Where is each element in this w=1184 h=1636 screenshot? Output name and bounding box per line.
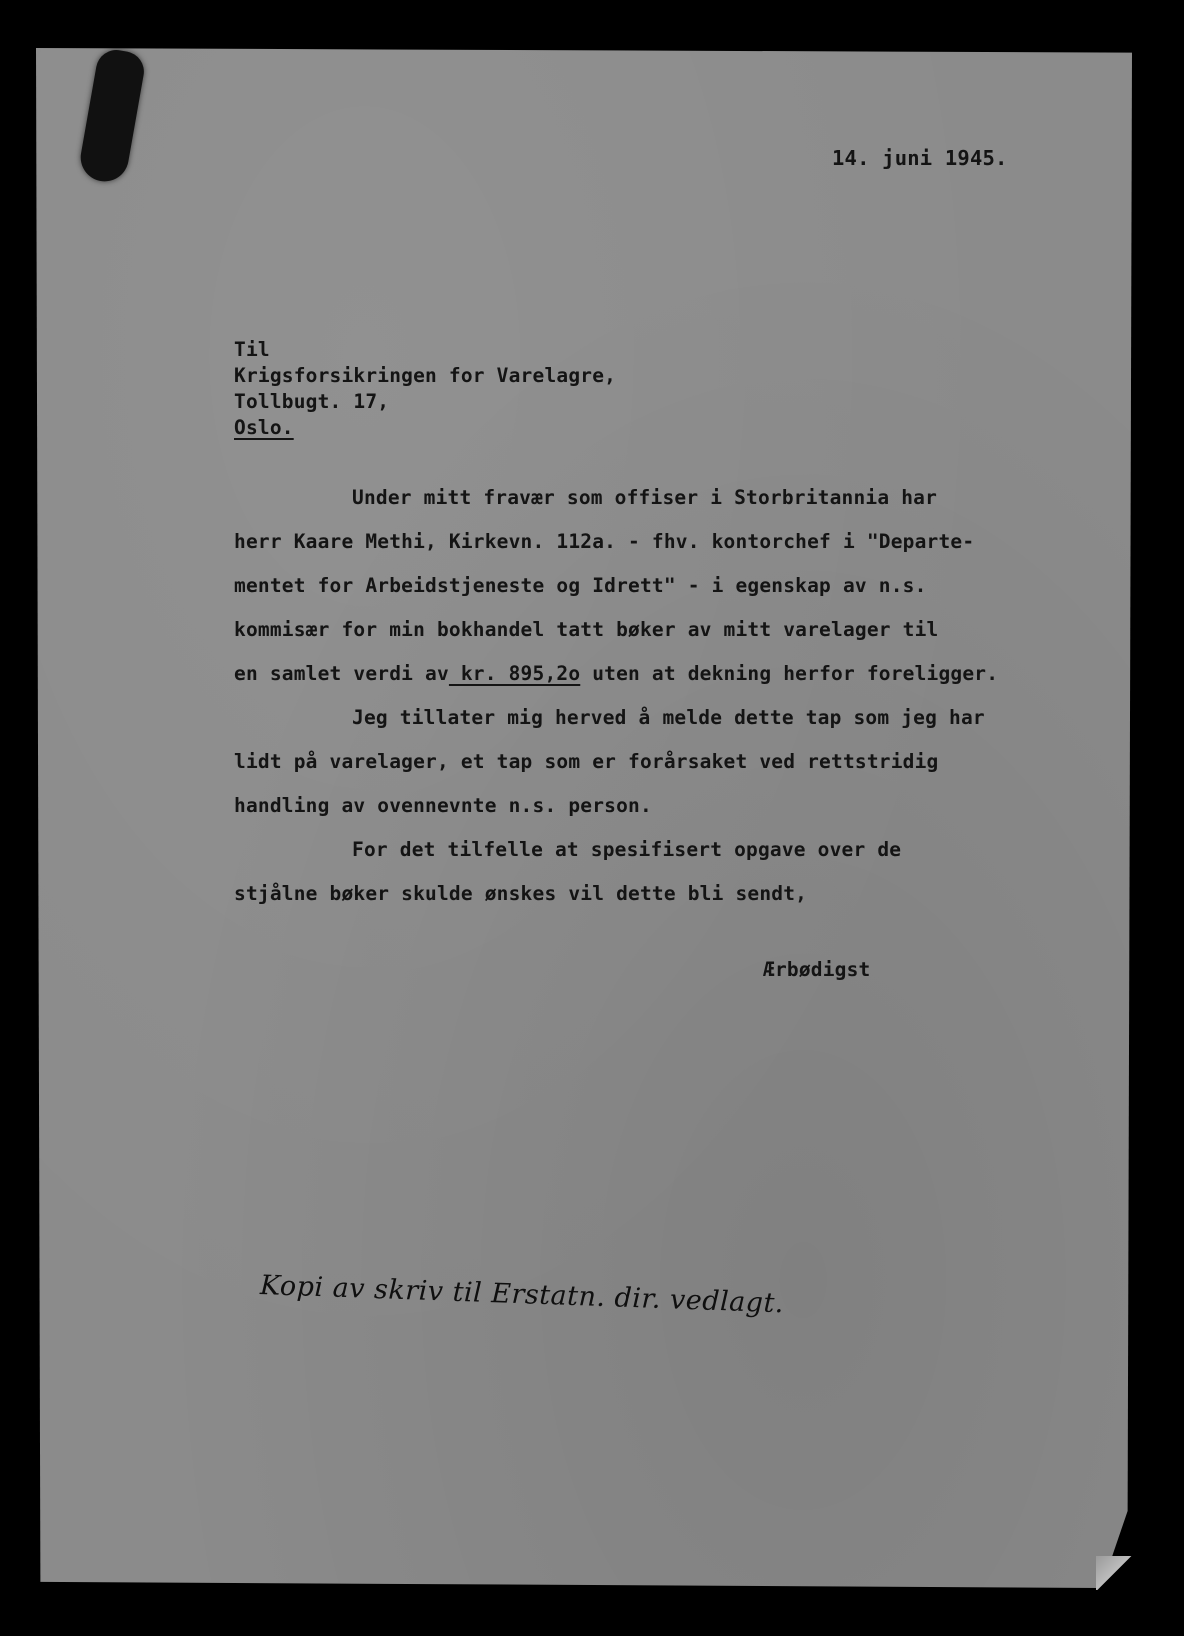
body-line: Jeg tillater mig herved å melde dette tap som jeg har	[352, 706, 985, 729]
letter-date: 14. juni 1945.	[832, 146, 1008, 170]
closing-salutation: Ærbødigst	[763, 958, 871, 981]
recipient-street: Tollbugt. 17,	[234, 390, 390, 413]
body-line: Under mitt fravær som offiser i Storbritannia har	[352, 486, 938, 509]
recipient-name: Krigsforsikringen for Varelagre,	[234, 364, 617, 387]
body-line: lidt på varelager, et tap som er forårsaket ved rettstridig	[234, 750, 939, 773]
body-line: For det tilfelle at spesifisert opgave over de	[352, 838, 902, 861]
recipient-city: Oslo.	[234, 416, 294, 439]
body-line-amount	[234, 662, 998, 686]
body-line: kommisær for min bokhandel tatt bøker av mitt varelager til	[234, 618, 939, 641]
paper-sheet	[36, 48, 1132, 1588]
body-line: mentet for Arbeidstjeneste og Idrett" - i egenskap av n.s.	[234, 574, 927, 597]
recipient-label: Til	[234, 338, 270, 361]
body-line: handling av ovennevnte n.s. person.	[234, 794, 652, 817]
loss-amount: kr. 895,2o	[448, 662, 581, 685]
body-line: stjålne bøker skulde ønskes vil dette bli sendt,	[234, 882, 808, 905]
body-text: uten at dekning herfor foreligger.	[580, 662, 999, 685]
body-line: herr Kaare Methi, Kirkevn. 112a. - fhv. kontorchef i "Departe-	[234, 530, 975, 553]
folded-corner	[1096, 1556, 1132, 1590]
handwritten-note: Kopi av skriv til Erstatn. dir. vedlagt.	[259, 1270, 785, 1320]
body-text: en samlet verdi av	[234, 662, 449, 685]
